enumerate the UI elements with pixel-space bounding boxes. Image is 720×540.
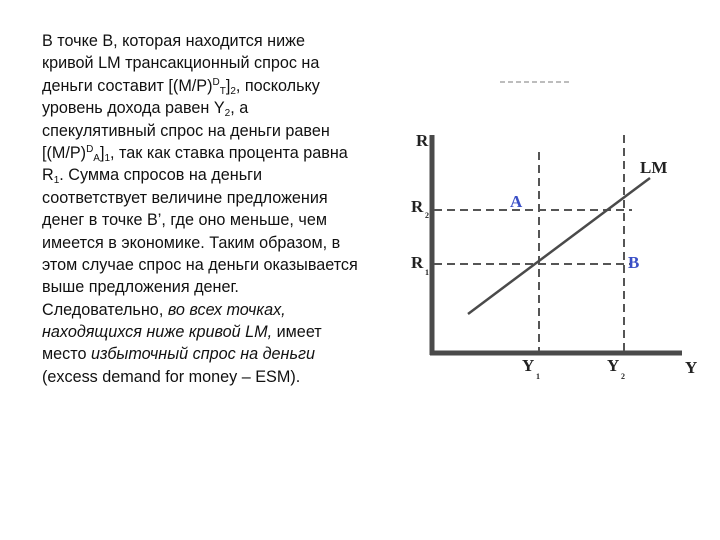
text-line xyxy=(42,30,388,52)
superscript: D xyxy=(86,143,94,155)
text-span: соответствует величине предложения xyxy=(42,188,328,207)
text-line xyxy=(42,187,388,209)
text-span: уровень дохода равен Y xyxy=(42,99,225,118)
point-b-label: B xyxy=(628,253,640,272)
r2-subscript: 2 xyxy=(425,211,429,220)
text-line xyxy=(42,142,388,164)
text-span: , а xyxy=(230,99,249,118)
text-span: ] xyxy=(225,76,231,95)
y-axis-label: R xyxy=(416,131,429,150)
text-span: деньги составит [(M/P) xyxy=(42,76,213,95)
text-line xyxy=(42,254,388,276)
lm-curve-label: LM xyxy=(640,158,668,177)
lm-diagram xyxy=(388,60,720,400)
text-span: место xyxy=(42,345,87,364)
superscript: D xyxy=(212,76,220,88)
text-line xyxy=(42,276,388,298)
text-line xyxy=(42,232,388,254)
x-axis-label: Y xyxy=(685,358,698,377)
text-line xyxy=(42,343,388,365)
subscript: T xyxy=(219,85,226,97)
text-span: спекулятивный спрос на деньги равен xyxy=(42,121,330,140)
text-span: кривой LM трансакционный спрос на xyxy=(42,54,320,73)
text-span: , так как ставка процента равна xyxy=(110,143,348,162)
subscript: A xyxy=(93,152,100,164)
text-line xyxy=(42,97,388,119)
subscript: 2 xyxy=(230,85,236,97)
text-line xyxy=(42,299,388,321)
r1-label: R xyxy=(411,253,424,272)
subscript: 1 xyxy=(53,175,60,187)
text-line xyxy=(42,120,388,142)
text-span: денег в точке B’, где оно меньше, чем xyxy=(42,211,327,230)
text-span: В точке B, которая находится ниже xyxy=(42,32,305,50)
y1-subscript: 1 xyxy=(536,372,540,381)
y2-label: Y xyxy=(607,356,620,375)
text-span: выше предложения денег. xyxy=(42,278,239,297)
text-span: имеет xyxy=(276,323,322,342)
italic-span: во всех точках, xyxy=(167,300,286,319)
subscript: 1 xyxy=(104,152,111,164)
r1-subscript: 1 xyxy=(425,268,429,277)
text-span: [(M/P) xyxy=(42,143,87,162)
text-span: , поскольку xyxy=(235,76,320,95)
text-span: этом случае спрос на деньги оказывается xyxy=(42,255,358,274)
text-span: R xyxy=(42,166,54,185)
italic-span: избыточный спрос на деньги xyxy=(90,345,315,364)
text-line xyxy=(42,366,388,388)
slide-text xyxy=(42,30,388,388)
point-a-label: A xyxy=(510,192,523,211)
text-line xyxy=(42,52,388,74)
text-span: Следовательно, xyxy=(42,300,164,319)
text-line xyxy=(42,164,388,186)
r2-label: R xyxy=(411,197,424,216)
y1-label: Y xyxy=(522,356,535,375)
italic-span: находящихся ниже кривой LM, xyxy=(42,323,273,342)
text-span: имеется в экономике. Таким образом, в xyxy=(42,233,341,252)
y2-subscript: 2 xyxy=(621,372,625,381)
text-span: (excess demand for money – ESM). xyxy=(42,367,301,386)
text-line xyxy=(42,321,388,343)
text-span: ] xyxy=(99,143,105,162)
text-line xyxy=(42,75,388,97)
text-line xyxy=(42,209,388,231)
lm-curve xyxy=(468,178,650,314)
text-span: . Сумма спросов на деньги xyxy=(59,166,263,185)
subscript: 2 xyxy=(224,108,231,120)
